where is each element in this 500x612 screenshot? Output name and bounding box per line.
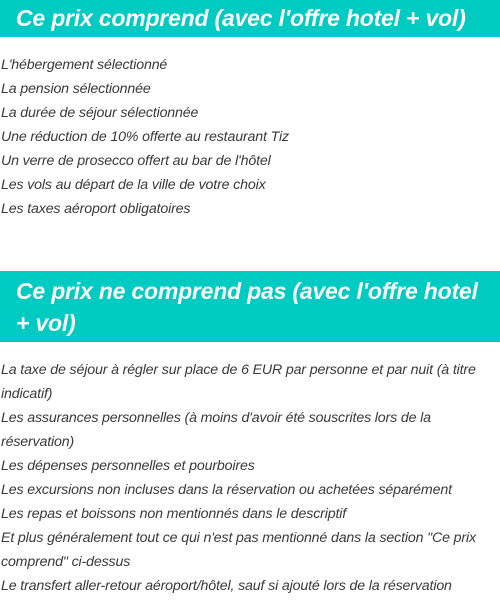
price-excludes-section bbox=[0, 271, 500, 598]
list-item: Les excursions non incluses dans la réservation ou achetées séparément bbox=[1, 482, 452, 498]
price-excludes-list bbox=[0, 358, 500, 598]
price-includes-section bbox=[0, 0, 500, 221]
list-item: La pension sélectionnée bbox=[1, 81, 151, 97]
list-item: Les dépenses personnelles et pourboires bbox=[1, 458, 255, 474]
price-includes-heading: Ce prix comprend (avec l'offre hotel + vol) bbox=[0, 0, 500, 37]
list-item: La durée de séjour sélectionnée bbox=[1, 105, 199, 121]
price-includes-list bbox=[0, 53, 500, 221]
list-item: Un verre de prosecco offert au bar de l'hôtel bbox=[1, 153, 271, 169]
list-item: Les vols au départ de la ville de votre choix bbox=[1, 177, 266, 193]
list-item: Une réduction de 10% offerte au restaurant Tiz bbox=[1, 129, 289, 145]
list-item: Le transfert aller-retour aéroport/hôtel, sauf si ajouté lors de la réservation bbox=[1, 578, 452, 594]
list-item: Les assurances personnelles (à moins d'avoir été souscrites lors de la réservation) bbox=[1, 410, 431, 450]
list-item: Et plus généralement tout ce qui n'est pas mentionné dans la section "Ce prix comprend" ci-dessus bbox=[1, 530, 476, 570]
list-item: Les repas et boissons non mentionnés dans le descriptif bbox=[1, 506, 347, 522]
list-item: Les taxes aéroport obligatoires bbox=[1, 201, 191, 217]
price-excludes-heading: Ce prix ne comprend pas (avec l'offre hotel + vol) bbox=[0, 271, 500, 342]
list-item: La taxe de séjour à régler sur place de 6 EUR par personne et par nuit (à titre indicatif) bbox=[1, 362, 476, 402]
list-item: L'hébergement sélectionné bbox=[1, 57, 168, 73]
